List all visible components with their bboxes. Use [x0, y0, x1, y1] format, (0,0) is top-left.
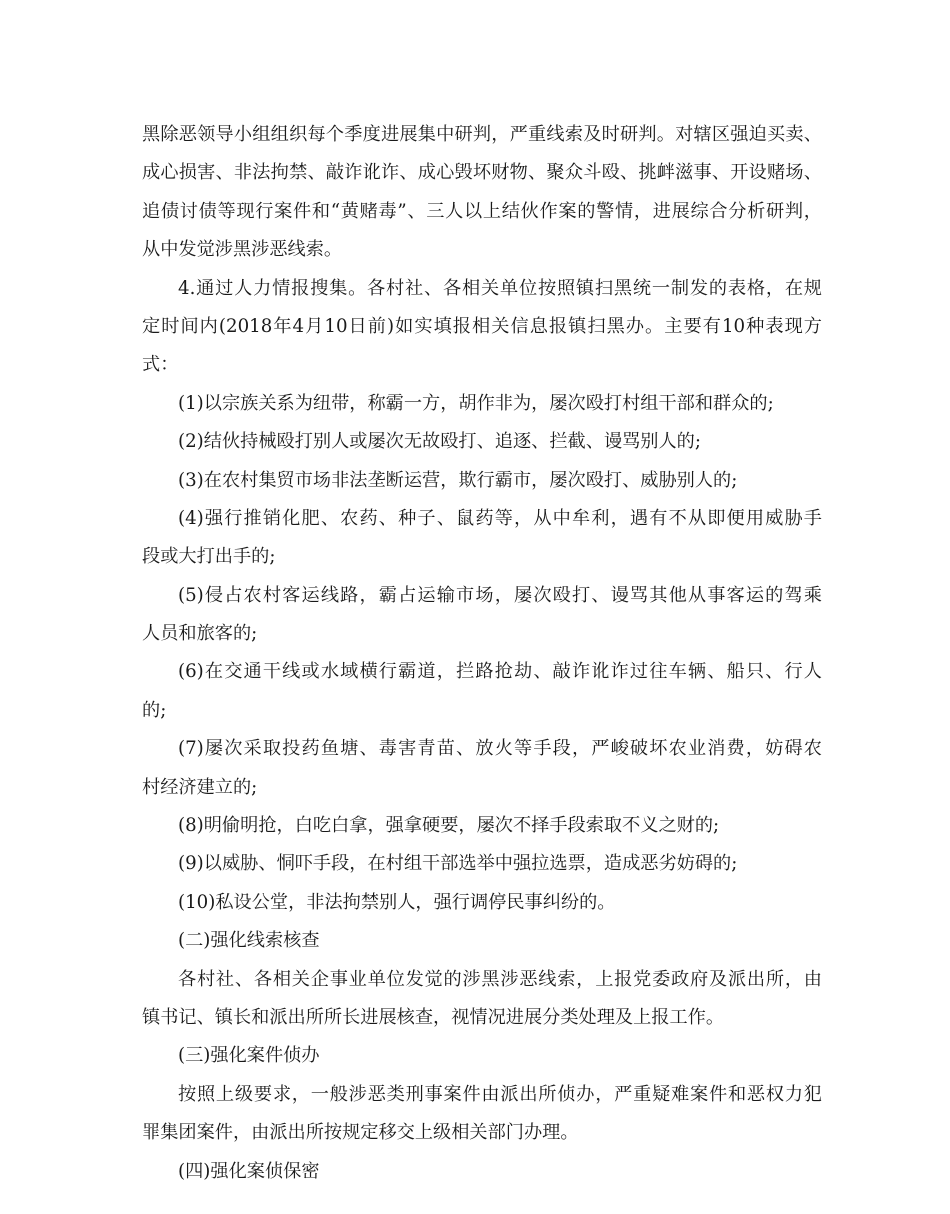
list-item-continuation: 人员和旅客的;: [142, 623, 258, 645]
list-item: (5)侵占农村客运线路，霸占运输市场，屡次殴打、谩骂其他从事客运的驾乘: [178, 584, 822, 606]
section-heading: (二)强化线索核查: [178, 930, 320, 952]
paragraph-start-line: 4.通过人力情报搜集。各村社、各相关单位按照镇扫黑统一制发的表格，在规: [178, 277, 822, 299]
list-item: (4)强行推销化肥、农药、种子、鼠药等，从中牟利，遇有不从即便用威胁手: [178, 507, 822, 529]
list-item: (9)以威胁、恫吓手段，在村组干部选举中强拉选票，造成恶劣妨碍的;: [178, 853, 738, 875]
list-item: (2)结伙持械殴打别人或屡次无故殴打、追逐、拦截、谩骂别人的;: [178, 431, 701, 453]
list-item-continuation: 村经济建立的;: [142, 776, 258, 798]
list-item: (7)屡次采取投药鱼塘、毒害青苗、放火等手段，严峻破坏农业消费，妨碍农: [178, 738, 822, 760]
text-line: 黑除恶领导小组组织每个季度进展集中研判，严重线索及时研判。对辖区强迫买卖、: [142, 124, 822, 145]
section-heading: (四)强化案侦保密: [178, 1160, 320, 1182]
list-item-continuation: 段或大打出手的;: [142, 546, 276, 568]
list-item: (8)明偷明抢，白吃白拿，强拿硬要，屡次不择手段索取不义之财的;: [178, 815, 720, 837]
text-line: 式：: [142, 354, 179, 376]
text-line: 追债讨债等现行案件和“黄赌毒”、三人以上结伙作案的警情，进展综合分析研判，: [142, 200, 822, 222]
list-item: (1)以宗族关系为纽带，称霸一方，胡作非为，屡次殴打村组干部和群众的;: [178, 392, 774, 414]
paragraph-start-line: 按照上级要求，一般涉恶类刑事案件由派出所侦办，严重疑难案件和恶权力犯: [178, 1083, 822, 1105]
section-heading: (三)强化案件侦办: [178, 1045, 320, 1067]
document-body: [142, 116, 822, 1191]
list-item: (3)在农村集贸市场非法垄断运营，欺行霸市，屡次殴打、威胁别人的;: [178, 469, 738, 491]
text-line: 成心损害、非法拘禁、敲诈讹诈、成心毁坏财物、聚众斗殴、挑衅滋事、开设赌场、: [142, 162, 822, 184]
text-line: 从中发觉涉黑涉恶线索。: [142, 239, 343, 261]
paragraph-start-line: 各村社、各相关企事业单位发觉的涉黑涉恶线索，上报党委政府及派出所，由: [178, 968, 822, 990]
text-line: 镇书记、镇长和派出所所长进展核查，视情况进展分类处理及上报工作。: [142, 1006, 725, 1028]
list-item: (10)私设公堂，非法拘禁别人，强行调停民事纠纷的。: [178, 891, 616, 913]
list-item-continuation: 的;: [142, 699, 167, 721]
list-item: (6)在交通干线或水域横行霸道，拦路抢劫、敲诈讹诈过往车辆、船只、行人: [178, 661, 822, 683]
text-line: 定时间内(2018年4月10日前)如实填报相关信息报镇扫黑办。主要有10种表现方: [142, 315, 822, 337]
text-line: 罪集团案件，由派出所按规定移交上级相关部门办理。: [142, 1122, 579, 1144]
